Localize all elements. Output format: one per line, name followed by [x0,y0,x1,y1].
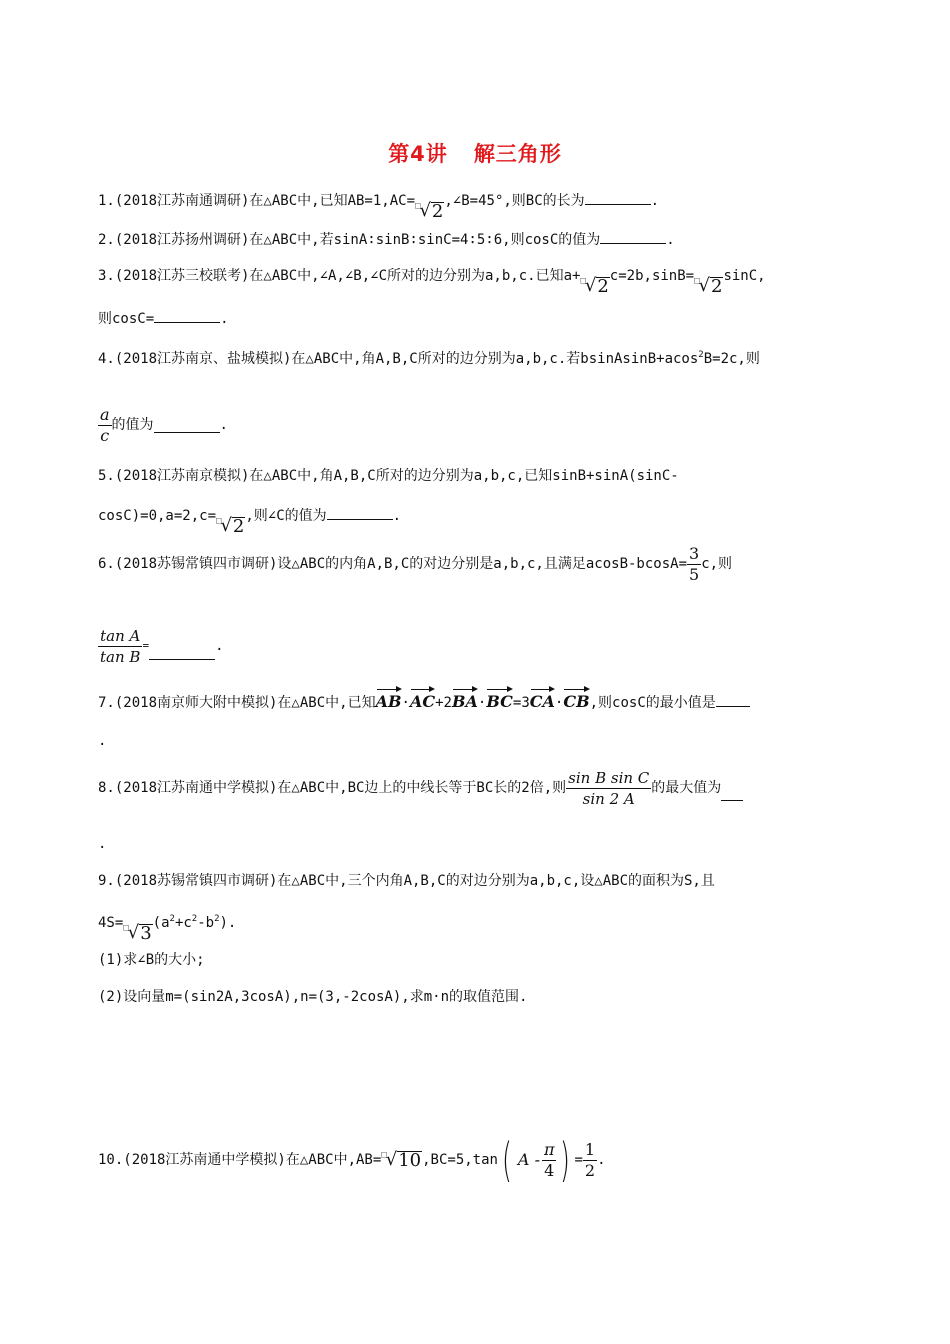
answer-blank [585,190,651,205]
vector-ba: BA [452,688,478,712]
question-9-line-2: 4S= □ √ 3 $(a^2+c^2-b^2)$. [98,914,237,944]
vector-bc: BC [486,688,513,712]
question-7: 7.(2018南京师大附中模拟)在△ABC中,已知AB·AC+2BA·BC=3CA·CB,则cosC的最小值是 [98,688,750,708]
vector-ab: AB [376,688,402,712]
answer-blank [154,418,220,433]
question-6: 6.(2018苏锡常镇四市调研)设△ABC的内角A,B,C的对边分别是a,b,c,且满足acosB-bcosA= $\frac{3}{5}$ c,则 [98,543,733,584]
question-10: 10.(2018江苏南通中学模拟)在△ABC中,AB= □ √ 10 ,BC=5,tan ( A - π 4 ) = $\frac{1}{2}$ . [98,1133,606,1187]
sqrt-expression: □ √ 10 [381,1149,422,1171]
answer-blank [716,692,750,707]
question-8: 8.(2018江苏南通中学模拟)在△ABC中,BC边上的中线长等于BC长的2倍,则 sin B sin C sin 2 A 的最大值为 [98,766,743,810]
fraction: $\frac{1}{2}$ [584,1139,596,1180]
sqrt-expression: □ √ 3 [123,922,152,944]
question-7-line-2: . [98,733,107,749]
fraction: sin B sin C sin 2 A [568,768,650,808]
fraction: a c [100,404,110,445]
vector-cb: CB [563,688,589,712]
fraction: π 4 [543,1139,555,1180]
question-8-line-2: . [98,836,107,852]
question-3-line-2: 则cosC= . [98,308,229,328]
answer-blank [721,786,743,801]
sqrt-expression: □ √ 2 [580,275,609,297]
question-5-line-2: cosC)=0,a=2,c= □ √ 2 ,则∠C的值为 . [98,505,401,525]
vector-ac: AC [410,688,435,712]
question-5: 5.(2018江苏南京模拟)在△ABC中,角A,B,C所对的边分别为a,b,c,已知sinB+sinA(sinC- [98,468,679,484]
question-9: 9.(2018苏锡常镇四市调研)在△ABC中,三个内角A,B,C的对边分别为a,b,c,设△ABC的面积为S,且 [98,873,715,889]
sqrt-expression: □ √ 2 [415,200,444,222]
vector-ca: CA [530,688,555,712]
answer-blank [149,645,215,660]
question-4: 4.(2018江苏南京、盐城模拟)在△ABC中,角A,B,C所对的边分别为a,b,c.若bsinAsinB+acos$^2$B=2c,则 [98,350,760,367]
question-9-part-1: (1)求∠B的大小; [98,952,205,968]
parenthesized-expression: ( A - π 4 ) [502,1133,571,1187]
question-3: 3.(2018江苏三校联考)在△ABC中,∠A,∠B,∠C所对的边分别为a,b,c.已知a+ □ √ 2 c=2b,sinB= □ √ 2 sinC, [98,268,766,297]
sqrt-expression: □ √ 2 [694,275,723,297]
question-1: 1.(2018江苏南通调研)在△ABC中,已知AB=1,AC= □ √ 2 ,∠B=45°,则BC的长为 . [98,190,659,210]
sqrt-expression: □ √ 2 [216,515,245,537]
question-2: 2.(2018江苏扬州调研)在△ABC中,若sinA∶sinB∶sinC=4∶5∶6,则cosC的值为 . [98,229,675,249]
fraction: $\frac{3}{5}$ [689,543,700,584]
question-6-line-2: $\frac{\text{tan A}}{\text{tan B}}$ = . [100,626,224,666]
fraction: $\frac{\text{tan A}}{\text{tan B}}$ [100,626,141,666]
answer-blank [327,505,393,520]
answer-blank [154,308,220,323]
page-title: 第4讲 解三角形 [388,142,562,166]
question-4-line-2: a c 的值为 . [100,404,228,445]
answer-blank [600,229,666,244]
question-9-part-2: (2)设向量m=(sin2A,3cosA),n=(3,-2cosA),求m·n的取值范围. [98,989,528,1005]
